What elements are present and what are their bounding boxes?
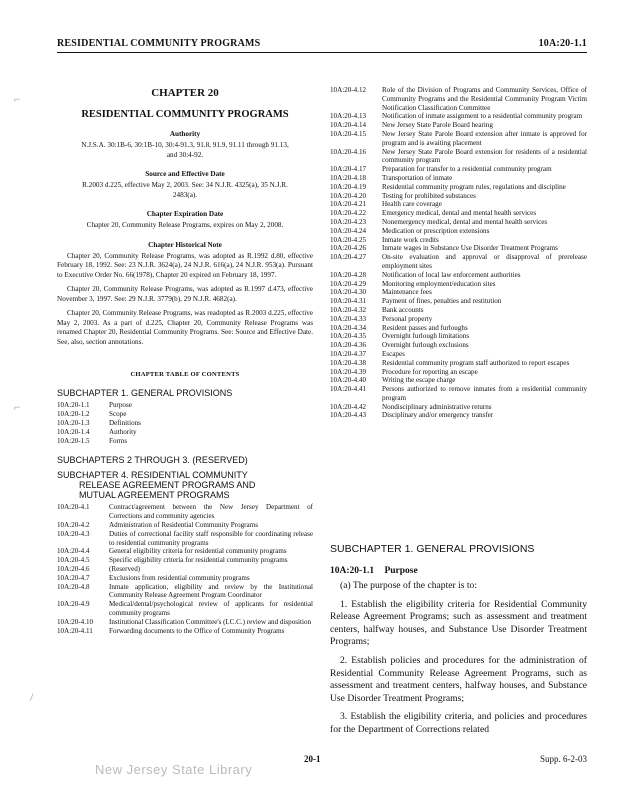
body-subchapter-heading: SUBCHAPTER 1. GENERAL PROVISIONS bbox=[330, 543, 535, 555]
page-number: 20-1 bbox=[304, 754, 321, 764]
toc-number: 10A:20-4.21 bbox=[330, 200, 367, 209]
toc-title: Resident passes and furloughs bbox=[382, 323, 468, 332]
history-paragraph: Chapter 20, Community Release Programs, was adopted as R.1992 d.80, effective February 18, 1992. See: 23 N.J.R. 3624(a), 24 N.J.R. 616(a), 24 N.J.R. 953(a). Pursuant to Executive Order No. 66(1978), Chapter 20 expired on February 18, 1997. bbox=[57, 251, 313, 279]
body-paragraph: 1. Establish the eligibility criteria for Residential Community Release Agreement Programs; such as assessment and treatment centers, halfway houses, and Substance Use Disorder Treatment Programs; bbox=[330, 598, 587, 648]
toc-row[interactable] bbox=[57, 437, 313, 446]
header-rule bbox=[57, 52, 587, 53]
source-heading: Source and Effective Date bbox=[145, 170, 225, 179]
running-head-title: RESIDENTIAL COMMUNITY PROGRAMS bbox=[57, 38, 261, 49]
toc-title: Forms bbox=[109, 436, 128, 445]
toc-title: Exclusions from residential community programs bbox=[109, 573, 250, 582]
toc-row[interactable] bbox=[330, 165, 587, 174]
toc-title: Transportation of inmate bbox=[382, 173, 453, 182]
toc-title: Writing the escape charge bbox=[382, 376, 456, 385]
subchapter-4-title-line: MUTUAL AGREEMENT PROGRAMS bbox=[79, 490, 230, 501]
history-paragraph: Chapter 20, Community Release Programs, was readopted as R.2003 d.225, effective May 2, 2003. As a part of d.225, Chapter 20, Community Release Programs was renamed Chapter 20, Residential Community Programs. See: Source and Effective Date. See, also, section annotations. bbox=[57, 309, 313, 346]
toc-number: 10A:20-1.2 bbox=[57, 410, 90, 419]
section-body bbox=[330, 580, 587, 737]
toc-title: Emergency medical, dental and mental health services bbox=[382, 209, 537, 218]
toc-row[interactable] bbox=[330, 121, 587, 130]
toc-row[interactable] bbox=[330, 236, 587, 245]
toc-title: New Jersey State Parole Board extension for residents of a residential community program bbox=[382, 147, 587, 165]
toc-row[interactable] bbox=[57, 618, 313, 627]
toc-row[interactable] bbox=[330, 148, 587, 166]
toc-title: Escapes bbox=[382, 349, 405, 358]
toc-number: 10A:20-4.32 bbox=[330, 305, 367, 314]
toc-row[interactable] bbox=[330, 341, 587, 350]
toc-row[interactable] bbox=[330, 200, 587, 209]
toc-title: Role of the Division of Programs and Community Services, Office of Community Programs and the Residential Community Program Victim Notification Classification Committee bbox=[382, 86, 587, 112]
toc-number: 10A:20-4.24 bbox=[330, 226, 367, 235]
chapter-name: RESIDENTIAL COMMUNITY PROGRAMS bbox=[81, 109, 289, 120]
toc-number: 10A:20-4.34 bbox=[330, 323, 367, 332]
body-paragraph: 3. Establish the eligibility criteria, and policies and procedures for the Department of Corrections related bbox=[330, 711, 587, 735]
toc-row[interactable] bbox=[330, 385, 587, 403]
toc-number: 10A:20-4.18 bbox=[330, 173, 367, 182]
toc-row[interactable] bbox=[57, 556, 313, 565]
toc-row[interactable] bbox=[57, 419, 313, 428]
toc-number: 10A:20-4.8 bbox=[57, 582, 90, 591]
toc-title: Testing for prohibited substances bbox=[382, 191, 476, 200]
running-head-section: 10A:20-1.1 bbox=[538, 38, 587, 49]
toc-title: Payment of fines, penalties and restitution bbox=[382, 297, 502, 306]
toc-title: Authority bbox=[109, 427, 137, 436]
toc-title: Forwarding documents to the Office of Community Programs bbox=[109, 626, 285, 635]
toc-number: 10A:20-4.28 bbox=[330, 270, 367, 279]
toc-row[interactable] bbox=[57, 503, 313, 521]
toc-title: Personal property bbox=[382, 314, 433, 323]
history-heading: Chapter Historical Note bbox=[148, 240, 222, 249]
toc-number: 10A:20-4.29 bbox=[330, 279, 367, 288]
toc-title: Medical/dental/psychological review of applicants for residential community programs bbox=[109, 600, 313, 618]
toc-row[interactable] bbox=[330, 332, 587, 341]
toc-row[interactable] bbox=[330, 376, 587, 385]
toc-title: Inmate work credits bbox=[382, 235, 439, 244]
toc-number: 10A:20-4.14 bbox=[330, 121, 367, 130]
authority-text: N.J.S.A. 30:1B-6, 30:1B-10, 30:4-91.3, 91.8, 91.9, 91.11 through 91.13, and 30:4-92. bbox=[81, 141, 289, 159]
toc-number: 10A:20-4.7 bbox=[57, 573, 90, 582]
toc-number: 10A:20-4.37 bbox=[330, 349, 367, 358]
toc-number: 10A:20-4.12 bbox=[330, 86, 367, 94]
expiration-heading: Chapter Expiration Date bbox=[146, 210, 224, 219]
toc-title: Specific eligibility criteria for residential community programs bbox=[109, 556, 288, 565]
toc-title: Overnight furlough limitations bbox=[382, 332, 470, 341]
toc-number: 10A:20-4.31 bbox=[330, 297, 367, 306]
toc-row[interactable] bbox=[330, 297, 587, 306]
section-title: Purpose bbox=[384, 566, 418, 576]
toc-title: Inmate application, eligibility and review by the Institutional Community Release Agreement Program Coordinator bbox=[109, 582, 313, 600]
margin-punch-mark: ⌐ bbox=[14, 400, 21, 414]
toc-subchapters-2-3: SUBCHAPTERS 2 THROUGH 3. (RESERVED) bbox=[57, 455, 248, 466]
toc-row[interactable] bbox=[57, 565, 313, 574]
toc-title: Nonemergency medical, dental and mental health services bbox=[382, 217, 548, 226]
toc-title: Duties of correctional facility staff responsible for coordinating release to residential community programs bbox=[109, 529, 313, 547]
toc-list-sub1 bbox=[57, 401, 313, 445]
toc-row[interactable] bbox=[330, 174, 587, 183]
toc-number: 10A:20-4.25 bbox=[330, 235, 367, 244]
history-paragraph: Chapter 20, Community Release Programs, was adopted as R.1997 d.473, effective November 3, 1997. See: 29 N.J.R. 3779(b), 29 N.J.R. 4682(a). bbox=[57, 285, 313, 303]
toc-row[interactable] bbox=[330, 112, 587, 121]
toc-number: 10A:20-4.11 bbox=[57, 626, 93, 635]
body-paragraph: (a) The purpose of the chapter is to: bbox=[340, 580, 478, 591]
subchapter-4-title-line: RELEASE AGREEMENT PROGRAMS AND bbox=[79, 480, 256, 491]
toc-number: 10A:20-4.33 bbox=[330, 314, 367, 323]
toc-row[interactable] bbox=[330, 227, 587, 236]
subchapter-4-title-line: SUBCHAPTER 4. RESIDENTIAL COMMUNITY bbox=[57, 470, 248, 481]
toc-row[interactable] bbox=[330, 253, 587, 271]
toc-title: Contract/agreement between the New Jersey Department of Corrections and community agencies bbox=[109, 503, 313, 521]
toc-row[interactable] bbox=[330, 324, 587, 333]
toc-title: Inmate wages in Substance Use Disorder Treatment Programs bbox=[382, 244, 558, 253]
toc-subchapter-4 bbox=[57, 470, 313, 500]
toc-title: Notification of inmate assignment to a residential community program bbox=[382, 112, 583, 121]
toc-number: 10A:20-4.1 bbox=[57, 503, 90, 512]
toc-title: Persons authorized to remove inmates from a residential community program bbox=[382, 385, 587, 402]
toc-row[interactable] bbox=[330, 86, 587, 112]
toc-title: Procedure for reporting an escape bbox=[382, 367, 478, 376]
toc-number: 10A:20-4.15 bbox=[330, 129, 367, 138]
toc-number: 10A:20-4.35 bbox=[330, 332, 367, 341]
toc-row[interactable] bbox=[330, 130, 587, 148]
toc-number: 10A:20-1.4 bbox=[57, 427, 90, 436]
toc-title: Notification of local law enforcement authorities bbox=[382, 270, 521, 279]
toc-heading: CHAPTER TABLE OF CONTENTS bbox=[130, 371, 240, 379]
toc-row[interactable] bbox=[330, 244, 587, 253]
toc-title: On-site evaluation and approval or disapproval of prerelease employment sites bbox=[382, 253, 587, 270]
toc-row[interactable] bbox=[330, 315, 587, 324]
toc-number: 10A:20-1.1 bbox=[57, 401, 90, 410]
toc-title: Residential community program staff authorized to report escapes bbox=[382, 358, 570, 367]
toc-number: 10A:20-4.4 bbox=[57, 547, 90, 556]
toc-row[interactable] bbox=[57, 627, 313, 636]
toc-title: Maintenance fees bbox=[382, 288, 432, 297]
toc-number: 10A:20-4.16 bbox=[330, 147, 367, 156]
toc-title: Purpose bbox=[109, 401, 132, 410]
toc-title: Preparation for transfer to a residential community program bbox=[382, 165, 552, 174]
toc-number: 10A:20-4.17 bbox=[330, 165, 367, 174]
toc-title: (Reserved) bbox=[109, 565, 141, 574]
source-text: R.2003 d.225, effective May 2, 2003. See: 34 N.J.R. 4325(a), 35 N.J.R. 2483(a). bbox=[82, 181, 288, 199]
toc-subchapter-1: SUBCHAPTER 1. GENERAL PROVISIONS bbox=[57, 388, 233, 399]
margin-punch-mark: ⌐ bbox=[14, 92, 21, 106]
toc-number: 10A:20-4.9 bbox=[57, 600, 90, 609]
toc-number: 10A:20-4.19 bbox=[330, 182, 367, 191]
toc-number: 10A:20-4.20 bbox=[330, 191, 367, 200]
toc-number: 10A:20-4.6 bbox=[57, 565, 90, 574]
toc-row[interactable] bbox=[330, 359, 587, 368]
toc-title: Medication or prescription extensions bbox=[382, 226, 490, 235]
toc-row[interactable] bbox=[330, 218, 587, 227]
toc-title: Institutional Classification Committee's (I.C.C.) review and disposition bbox=[109, 617, 312, 626]
toc-row[interactable] bbox=[330, 306, 587, 315]
toc-list-sub4-right bbox=[330, 86, 587, 420]
section-number: 10A:20-1.1 bbox=[330, 566, 375, 576]
toc-row[interactable] bbox=[330, 350, 587, 359]
margin-punch-mark: / bbox=[30, 690, 34, 704]
toc-number: 10A:20-4.30 bbox=[330, 288, 367, 297]
toc-number: 10A:20-4.10 bbox=[57, 617, 94, 626]
toc-number: 10A:20-4.41 bbox=[330, 385, 367, 394]
toc-row[interactable] bbox=[330, 288, 587, 297]
toc-title: New Jersey State Parole Board hearing bbox=[382, 121, 493, 130]
toc-title: General eligibility criteria for residential community programs bbox=[109, 547, 287, 556]
authority-heading: Authority bbox=[169, 130, 201, 138]
toc-number: 10A:20-4.13 bbox=[330, 112, 367, 121]
toc-number: 10A:20-4.5 bbox=[57, 556, 90, 565]
toc-row[interactable] bbox=[330, 183, 587, 192]
supplement-date: Supp. 6-2-03 bbox=[540, 754, 587, 764]
toc-title: Disciplinary and/or emergency transfer bbox=[382, 411, 494, 420]
toc-row[interactable] bbox=[57, 428, 313, 437]
toc-title: Definitions bbox=[109, 419, 141, 428]
toc-number: 10A:20-4.38 bbox=[330, 358, 367, 367]
toc-number: 10A:20-4.40 bbox=[330, 376, 367, 385]
toc-row[interactable] bbox=[330, 192, 587, 201]
toc-number: 10A:20-4.36 bbox=[330, 341, 367, 350]
toc-row[interactable] bbox=[57, 547, 313, 556]
toc-number: 10A:20-1.5 bbox=[57, 436, 90, 445]
toc-number: 10A:20-1.3 bbox=[57, 419, 90, 428]
body-paragraph: 2. Establish policies and procedures for the administration of Residential Community Release Agreement Programs, such as assessment and treatment centers, halfway houses, and Substance Use Disorder Treatment Programs; bbox=[330, 654, 587, 704]
toc-number: 10A:20-4.43 bbox=[330, 411, 367, 420]
toc-number: 10A:20-4.2 bbox=[57, 521, 90, 530]
toc-row[interactable] bbox=[57, 410, 313, 419]
toc-row[interactable] bbox=[57, 574, 313, 583]
toc-number: 10A:20-4.3 bbox=[57, 529, 90, 538]
toc-title: Administration of Residential Community Programs bbox=[109, 521, 258, 530]
toc-title: Bank accounts bbox=[382, 305, 424, 314]
toc-list-sub4-left bbox=[57, 503, 313, 635]
toc-title: Monitoring employment/education sites bbox=[382, 279, 496, 288]
toc-row[interactable] bbox=[57, 521, 313, 530]
toc-row[interactable] bbox=[330, 271, 587, 280]
toc-number: 10A:20-4.23 bbox=[330, 217, 367, 226]
toc-number: 10A:20-4.22 bbox=[330, 209, 367, 218]
toc-number: 10A:20-4.27 bbox=[330, 253, 367, 262]
toc-row[interactable] bbox=[330, 403, 587, 412]
section-heading bbox=[330, 566, 587, 576]
toc-row[interactable] bbox=[330, 280, 587, 289]
toc-row[interactable] bbox=[330, 209, 587, 218]
running-head bbox=[57, 38, 587, 52]
toc-title: Scope bbox=[109, 410, 127, 419]
toc-row[interactable] bbox=[57, 600, 313, 618]
toc-number: 10A:20-4.39 bbox=[330, 367, 367, 376]
toc-row[interactable] bbox=[57, 583, 313, 601]
toc-title: Overnight furlough exclusions bbox=[382, 341, 469, 350]
toc-row[interactable] bbox=[57, 530, 313, 548]
toc-row[interactable] bbox=[57, 401, 313, 410]
toc-number: 10A:20-4.26 bbox=[330, 244, 367, 253]
toc-title: New Jersey State Parole Board extension after inmate is approved for program and is awaiting placement bbox=[382, 129, 587, 147]
expiration-text: Chapter 20, Community Release Programs, expires on May 2, 2008. bbox=[86, 221, 284, 230]
toc-number: 10A:20-4.42 bbox=[330, 402, 367, 411]
left-column bbox=[57, 60, 313, 635]
toc-row[interactable] bbox=[330, 368, 587, 377]
toc-row[interactable] bbox=[330, 411, 587, 420]
toc-title: Residential community program rules, regulations and discipline bbox=[382, 182, 566, 191]
library-watermark: New Jersey State Library bbox=[95, 762, 253, 777]
chapter-number: CHAPTER 20 bbox=[151, 87, 219, 99]
toc-title: Health care coverage bbox=[382, 200, 442, 209]
toc-title: Nondisciplinary administrative returns bbox=[382, 402, 492, 411]
